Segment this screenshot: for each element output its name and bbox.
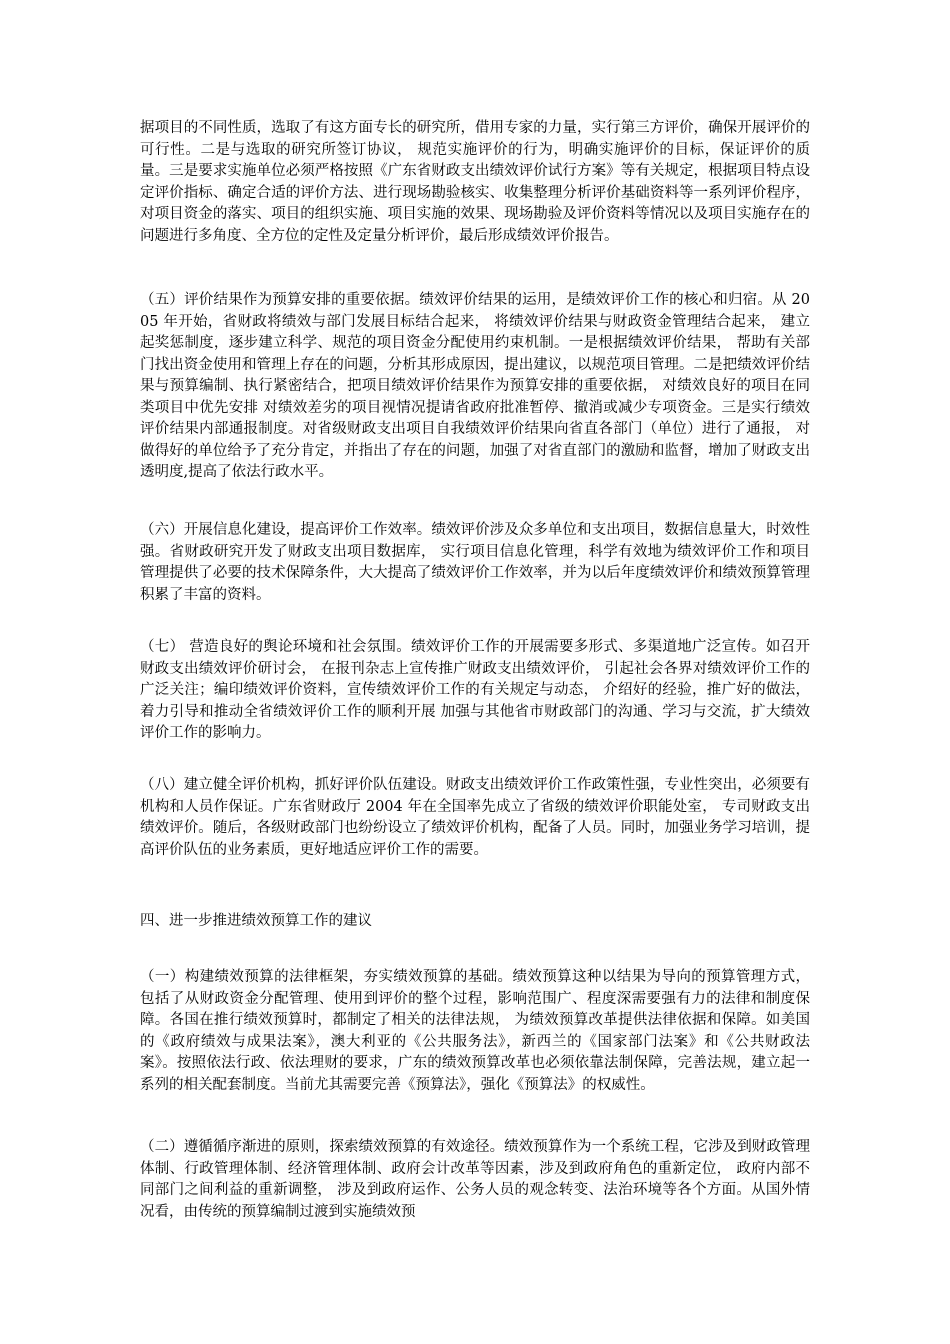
section-heading-4: 四、进一步推进绩效预算工作的建议 [140, 913, 372, 929]
paragraph-section-5: （五）评价结果作为预算安排的重要依据。绩效评价结果的运用，是绩效评价工作的核心和归宿。从 2005 年开始，省财政将绩效与部门发展目标结合起来， 将绩效评价结果与财政资金管理结合起来， 建立起奖惩制度，逐步建立科学、规范的项目资金分配使用约束机制。一是根据绩效评价结果， 帮助有关部门找出资金使用和管理上存在的问题，分析其形成原因，提出建议，以规范项目管理。二是把绩效评价结果与预算编制、执行紧密结合，把项目绩效评价结果作为预算安排的重要依据， 对绩效良好的项目在同类项目中优先安排 对绩效差劣的项目视情况提请省政府批准暂停、撤消或减少专项资金。三是实行绩效评价结果内部通报制度。对省级财政支出项目自我绩效评价结果向省直各部门（单位）进行了通报， 对做得好的单位给予了充分肯定，并指出了存在的问题，加强了对省直部门的激励和监督，增加了财政支出透明度,提高了依法行政水平。 [140, 292, 810, 480]
paragraph-evaluation-method: 据项目的不同性质，选取了有这方面专长的研究所，借用专家的力量，实行第三方评价，确保开展评价的可行性。二是与选取的研究所签订协议， 规范实施评价的行为，明确实施评价的目标，保证评价的质量。三是要求实施单位必须严格按照《广东省财政支出绩效评价试行方案》等有关规定，根据项目特点设定评价指标、确定合适的评价方法、进行现场勘验核实、收集整理分析评价基础资料等一系列评价程序，对项目资金的落实、项目的组织实施、项目实施的效果、现场勘验及评价资料等情况以及项目实施存在的问题进行多角度、全方位的定性及定量分析评价，最后形成绩效评价报告。 [140, 120, 810, 244]
paragraph-section-8: （八）建立健全评价机构，抓好评价队伍建设。财政支出绩效评价工作政策性强，专业性突出，必须要有机构和人员作保证。广东省财政厅 2004 年在全国率先成立了省级的绩效评价职能处室， 专司财政支出绩效评价。随后，各级财政部门也纷纷设立了绩效评价机构，配备了人员。同时，加强业务学习培训，提高评价队伍的业务素质，更好地适应评价工作的需要。 [140, 777, 810, 858]
paragraph-proposal-2: （二）遵循循序渐进的原则，探索绩效预算的有效途径。绩效预算作为一个系统工程，它涉及到财政管理体制、行政管理体制、经济管理体制、政府会计改革等因素，涉及到政府角色的重新定位， 政府内部不同部门之间利益的重新调整， 涉及到政府运作、公务人员的观念转变、法治环境等各个方面。从国外情况看，由传统的预算编制过渡到实施绩效预 [140, 1139, 810, 1220]
paragraph-section-7: （七） 营造良好的舆论环境和社会氛围。绩效评价工作的开展需要多形式、多渠道地广泛宣传。如召开财政支出绩效评价研讨会， 在报刊杂志上宣传推广财政支出绩效评价， 引起社会各界对绩效评价工作的广泛关注；编印绩效评价资料，宣传绩效评价工作的有关规定与动态， 介绍好的经验，推广好的做法，着力引导和推动全省绩效评价工作的顺利开展 加强与其他省市财政部门的沟通、学习与交流，扩大绩效评价工作的影响力。 [140, 639, 810, 741]
paragraph-proposal-1: （一）构建绩效预算的法律框架，夯实绩效预算的基础。绩效预算这种以结果为导向的预算管理方式， 包括了从财政资金分配管理、使用到评价的整个过程，影响范围广、程度深需要强有力的法律和制度保障。各国在推行绩效预算时，都制定了相关的法律法规， 为绩效预算改革提供法律依据和保障。如美国的《政府绩效与成果法案》，澳大利亚的《公共服务法》，新西兰的《国家部门法案》和《公共财政法案》。按照依法行政、依法理财的要求，广东的绩效预算改革也必须依靠法制保障，完善法规，建立起一系列的相关配套制度。当前尤其需要完善《预算法》，强化《预算法》的权威性。 [140, 969, 810, 1093]
paragraph-section-6: （六）开展信息化建设，提高评价工作效率。绩效评价涉及众多单位和支出项目，数据信息量大，时效性强。省财政研究开发了财政支出项目数据库， 实行项目信息化管理，科学有效地为绩效评价工作和项目管理提供了必要的技术保障条件，大大提高了绩效评价工作效率，并为以后年度绩效评价和绩效预算管理积累了丰富的资料。 [140, 522, 810, 603]
